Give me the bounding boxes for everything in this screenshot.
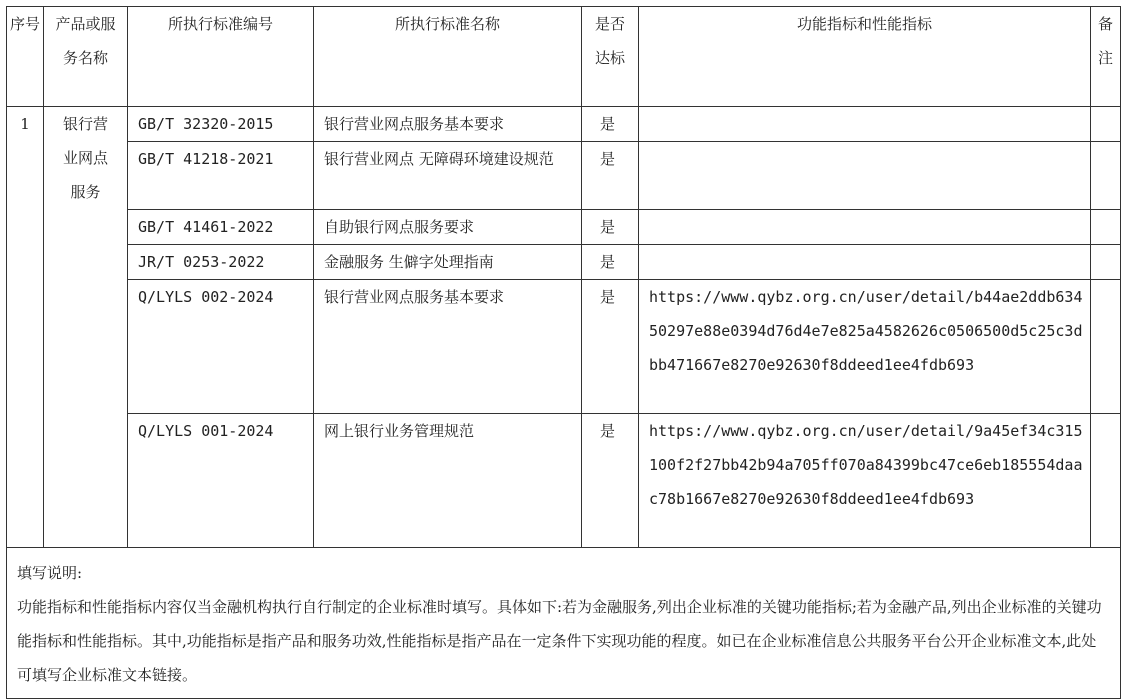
notes-body: 功能指标和性能指标内容仅当金融机构执行自行制定的企业标准时填写。具体如下:若为金融服务,列出企业标准的关键功能指标;若为金融产品,列出企业标准的关键功能指标和性能指标。其中,功能指标是指产品和服务功效,性能指标是指产品在一定条件下实现功能的程度。如已在企业标准信息公共服务平台公开企业标准文本,此处可填写企业标准文本链接。 [17,598,1102,684]
indicator-link[interactable] [639,245,1091,280]
header-std-code: 所执行标准编号 [128,7,314,107]
indicator-link[interactable] [639,107,1091,142]
header-seq: 序号 [7,7,44,107]
standards-table [6,6,1121,699]
table-row [7,107,1121,142]
remark-cell [1091,414,1121,548]
std-name: 银行营业网点服务基本要求 [314,107,582,142]
compliant-value: 是 [582,107,639,142]
table-row [7,210,1121,245]
notes-title: 填写说明: [17,564,83,582]
table-row [7,414,1121,548]
compliant-value: 是 [582,142,639,210]
std-name: 银行营业网点服务基本要求 [314,280,582,414]
compliant-value: 是 [582,210,639,245]
remark-cell [1091,280,1121,414]
std-name: 自助银行网点服务要求 [314,210,582,245]
notes-cell [7,548,1121,699]
compliant-value: 是 [582,414,639,548]
std-name: 网上银行业务管理规范 [314,414,582,548]
std-code: Q/LYLS 002-2024 [128,280,314,414]
header-row [7,7,1121,107]
header-indicators: 功能指标和性能指标 [639,7,1091,107]
remark-cell [1091,107,1121,142]
notes-row [7,548,1121,699]
table-row [7,142,1121,210]
remark-cell [1091,142,1121,210]
std-name: 银行营业网点 无障碍环境建设规范 [314,142,582,210]
std-code: GB/T 41461-2022 [128,210,314,245]
header-std-name: 所执行标准名称 [314,7,582,107]
header-product: 产品或服务名称 [44,7,128,107]
remark-cell [1091,210,1121,245]
group-seq: 1 [7,107,44,548]
group-product: 银行营业网点服务 [44,107,128,548]
compliant-value: 是 [582,280,639,414]
header-remark: 备注 [1091,7,1121,107]
std-code: JR/T 0253-2022 [128,245,314,280]
header-compliant: 是否达标 [582,7,639,107]
indicator-link[interactable] [639,210,1091,245]
table-row [7,245,1121,280]
remark-cell [1091,245,1121,280]
indicator-link[interactable] [639,142,1091,210]
std-name: 金融服务 生僻字处理指南 [314,245,582,280]
std-code: Q/LYLS 001-2024 [128,414,314,548]
compliant-value: 是 [582,245,639,280]
std-code: GB/T 32320-2015 [128,107,314,142]
std-code: GB/T 41218-2021 [128,142,314,210]
indicator-link[interactable]: https://www.qybz.org.cn/user/detail/b44ae2ddb63450297e88e0394d76d4e7e825a4582626c0506500d5c25c3dbb471667e8270e92630f8ddeed1ee4fdb693 [639,280,1091,414]
table-row [7,280,1121,414]
indicator-link[interactable]: https://www.qybz.org.cn/user/detail/9a45ef34c315100f2f27bb42b94a705ff070a84399bc47ce6eb185554daac78b1667e8270e92630f8ddeed1ee4fdb693 [639,414,1091,548]
